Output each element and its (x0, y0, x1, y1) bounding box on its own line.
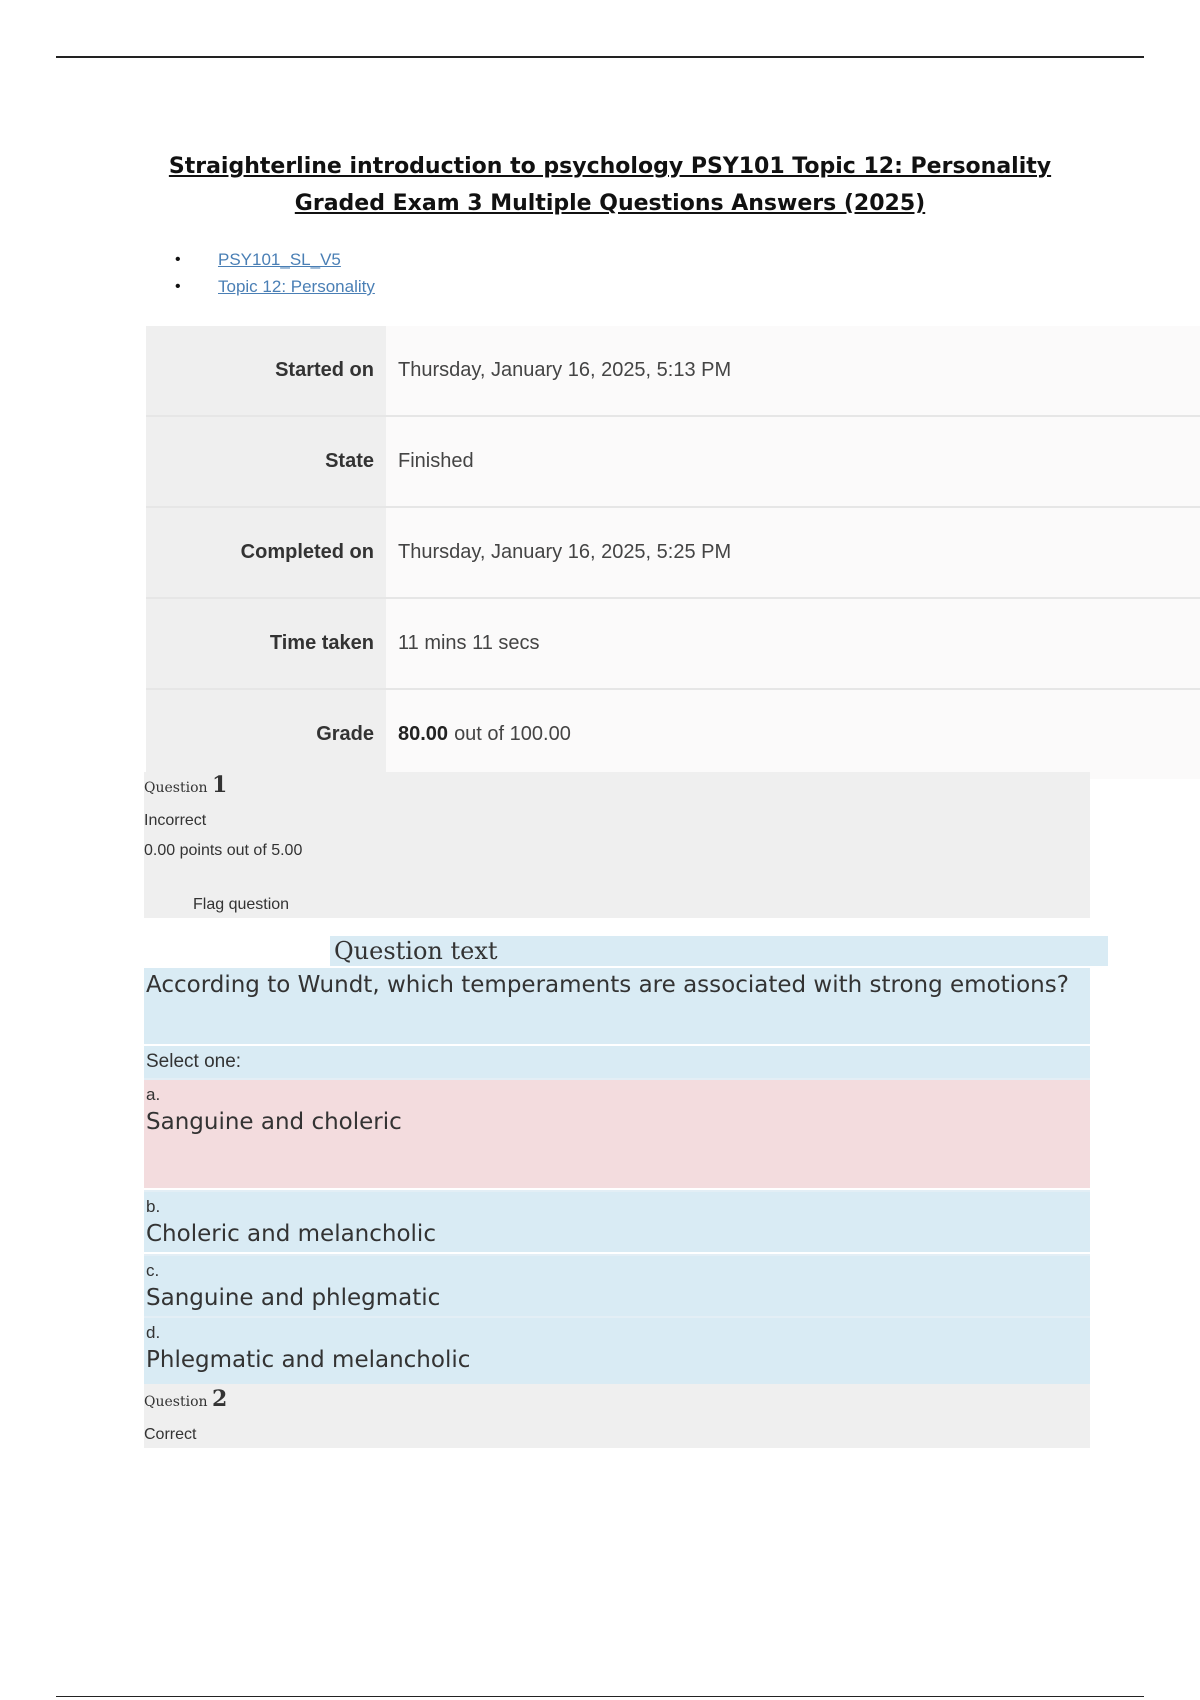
answer-option-c[interactable] (144, 1254, 1090, 1316)
option-text: Sanguine and choleric (146, 1109, 402, 1135)
option-letter: c. (146, 1261, 160, 1280)
top-rule (56, 56, 1144, 58)
summary-row-completed (146, 508, 1200, 599)
question-number: 1 (211, 772, 228, 798)
summary-row-time (146, 599, 1200, 690)
attempt-summary-table (146, 326, 1200, 779)
breadcrumb-item-topic (176, 273, 375, 300)
completed-label: Completed on (146, 508, 386, 597)
question-1-info (144, 772, 1090, 918)
question-2-status: Correct (144, 1426, 197, 1443)
time-taken-label: Time taken (146, 599, 386, 688)
summary-row-state (146, 417, 1200, 508)
answer-option-a[interactable] (144, 1078, 1090, 1188)
summary-row-started (146, 326, 1200, 417)
option-text: Phlegmatic and melancholic (146, 1347, 471, 1373)
option-text: Choleric and melancholic (146, 1221, 436, 1247)
option-letter: a. (146, 1085, 161, 1104)
question-number: 2 (211, 1386, 228, 1412)
question-1-heading (144, 772, 227, 798)
option-letter: b. (146, 1197, 161, 1216)
option-letter: d. (146, 1323, 161, 1342)
question-1-status: Incorrect (144, 812, 207, 829)
grade-out-of: out of 100.00 (454, 723, 571, 745)
state-label: State (146, 417, 386, 506)
question-label: Question (144, 780, 208, 796)
option-text: Sanguine and phlegmatic (146, 1285, 441, 1311)
started-label: Started on (146, 326, 386, 415)
summary-row-grade (146, 690, 1200, 779)
question-2-heading (144, 1386, 227, 1412)
bottom-rule (56, 1696, 1144, 1697)
grade-score: 80.00 (398, 723, 449, 745)
question-text-heading: Question text (330, 936, 1108, 966)
flag-question-link[interactable]: Flag question (193, 896, 290, 913)
grade-label: Grade (146, 690, 386, 779)
state-value: Finished (386, 417, 1200, 506)
started-value: Thursday, January 16, 2025, 5:13 PM (386, 326, 1200, 415)
breadcrumb-link-course[interactable]: PSY101_SL_V5 (218, 250, 341, 269)
select-one-prompt: Select one: (144, 1046, 1090, 1078)
document-title: Straighterline introduction to psychology PSY101 Topic 12: Personality Graded Exam 3 Multiple Questions Answers (2025) (168, 154, 1052, 216)
question-1-points: 0.00 points out of 5.00 (144, 842, 303, 859)
breadcrumb-item-course (176, 246, 375, 273)
question-1-text: According to Wundt, which temperaments are associated with strong emotions? (144, 968, 1090, 1044)
breadcrumb-link-topic[interactable]: Topic 12: Personality (218, 277, 375, 296)
answer-option-d[interactable] (144, 1316, 1090, 1384)
time-taken-value: 11 mins 11 secs (386, 599, 1200, 688)
completed-value: Thursday, January 16, 2025, 5:25 PM (386, 508, 1200, 597)
question-2-info (144, 1384, 1090, 1448)
breadcrumb (176, 246, 375, 300)
question-label: Question (144, 1394, 208, 1410)
grade-value (386, 690, 1200, 779)
answer-option-b[interactable] (144, 1190, 1090, 1252)
